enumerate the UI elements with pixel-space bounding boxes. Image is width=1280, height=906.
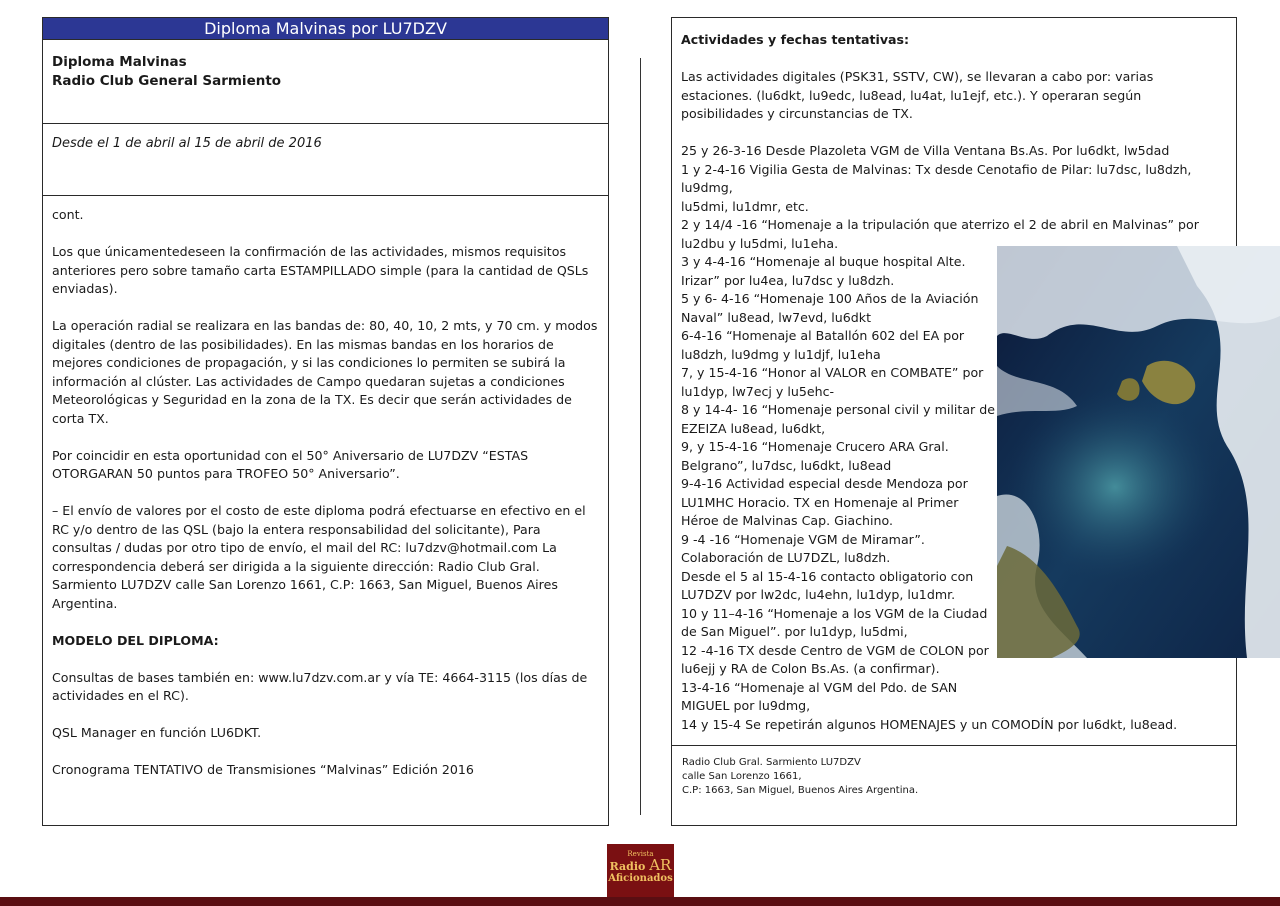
bottom-bar (0, 897, 1280, 906)
activity-line: de San Miguel”. por lu1dyp, lu5dmi, (681, 624, 908, 639)
activity-line: EZEIZA lu8ead, lu6dkt, (681, 420, 826, 436)
activity-line: 1 y 2-4-16 Vigilia Gesta de Malvinas: Tx desde Cenotafio de Pilar: lu7dsc, lu8dzh, lu9dmg, (681, 161, 1192, 195)
activity-line: 9-4-16 Actividad especial desde Mendoza por (681, 476, 968, 491)
activities-intro: Las actividades digitales (PSK31, SSTV, CW), se llevaran a cabo por: varias estaciones. (lu6dkt, lu9edc, lu8ead, lu4at, lu1ejf, etc.). Y operaran según posibilidades y circunstancias de TX. (681, 69, 1154, 121)
activity-line: LU7DZV por lw2dc, lu4ehn, lu1dyp, lu1dmr. (681, 587, 956, 602)
footer-line-3: C.P: 1663, San Miguel, Buenos Aires Argentina. (682, 785, 919, 796)
inquiries-paragraph: Consultas de bases también en: www.lu7dzv.com.ar y vía TE: 4664-3115 (los días de actividades en el RC). (52, 669, 588, 703)
payment-paragraph: – El envío de valores por el costo de este diploma podrá efectuarse en efectivo en el RC y/o dentro de las QSL (bajo la entera responsabilidad del solicitante), Para consultas / dudas por otro tipo de envío, el mail del RC: lu7dzv@hotmail.com La correspondencia deberá ser dirigida a la siguiente dirección: Radio Club Gral. Sarmiento LU7DZV calle San Lorenzo 1661, C.P: 1663, San Miguel, Buenos Aires Argentina. (52, 503, 586, 611)
activity-line: 5 y 6- 4-16 “Homenaje 100 Años de la Aviación (681, 291, 979, 306)
qsl-manager-paragraph: QSL Manager en función LU6DKT. (52, 725, 262, 740)
activity-line: 2 y 14/4 -16 “Homenaje a la tripulación que aterrizo el 2 de abril en Malvinas” por (681, 217, 1199, 232)
activity-line: 25 y 26-3-16 Desde Plazoleta VGM de Villa Ventana Bs.As. Por lu6dkt, lw5dad (681, 143, 1170, 158)
title-line-1: Diploma Malvinas (52, 54, 187, 70)
body-section (43, 196, 608, 780)
activity-line: lu2dbu y lu5dmi, lu1eha. (681, 235, 839, 251)
activity-line: LU1MHC Horacio. TX en Homenaje al Primer (681, 494, 959, 510)
dates-section (43, 124, 608, 196)
activity-line: Belgrano”, lu7dsc, lu6dkt, lu8ead (681, 457, 892, 473)
activities-heading: Actividades y fechas tentativas: (681, 32, 910, 47)
panel-header: Diploma Malvinas por LU7DZV (43, 18, 608, 40)
left-panel (42, 17, 609, 826)
activity-line: 6-4-16 “Homenaje al Batallón 602 del EA por (681, 328, 965, 343)
activity-line: 14 y 15-4 Se repetirán algunos HOMENAJES y un COMODÍN por lu6dkt, lu8ead. (681, 716, 1178, 732)
activity-line: Irizar” por lu4ea, lu7dsc y lu8dzh. (681, 272, 895, 288)
operation-paragraph: La operación radial se realizara en las bandas de: 80, 40, 10, 2 mts, y 70 cm. y modos digitales (dentro de las posibilidades). En las mismas bandas en los horarios de mejores condiciones de propagación, y si las condiciones lo permiten se subirá la información al clúster. Las actividades de Campo quedaran sujetas a condiciones Meteorológicas y Seguridad en la zona de la TX. Es decir que serán actividades de corta TX. (52, 318, 598, 426)
logo-ar: AR (649, 856, 672, 874)
date-range: Desde el 1 de abril al 15 de abril de 2016 (52, 136, 322, 151)
title-section (43, 40, 608, 124)
logo-radio: Radio (609, 860, 646, 873)
confirmation-paragraph: Los que únicamentedeseen la confirmación de las actividades, mismos requisitos anteriores pero sobre tamaño carta ESTAMPILLADO simple (para la cantidad de QSLs enviadas). (52, 244, 589, 296)
activity-line: lu8dzh, lu9dmg y lu1djf, lu1eha (681, 346, 881, 362)
activity-line: Colaboración de LU7DZL, lu8dzh. (681, 550, 891, 565)
activity-line: MIGUEL por lu9dmg, (681, 698, 811, 713)
activity-line: 9 -4 -16 “Homenaje VGM de Miramar”. (681, 531, 925, 547)
footer-line-2: calle San Lorenzo 1661, (682, 771, 802, 782)
schedule-paragraph: Cronograma TENTATIVO de Transmisiones “Malvinas” Edición 2016 (52, 762, 474, 777)
logo-aficionados: Aficionados (608, 873, 673, 884)
cont-label: cont. (52, 207, 84, 222)
activity-line: 10 y 11–4-16 “Homenaje a los VGM de la Ciudad (681, 605, 988, 621)
address-footer (672, 745, 1236, 825)
activity-line: lu6ejj y RA de Colon Bs.As. (a confirmar). (681, 661, 940, 676)
title-line-2: Radio Club General Sarmiento (52, 73, 282, 89)
activity-line: lu1dyp, lw7ecj y lu5ehc- (681, 383, 835, 399)
activity-line: Desde el 5 al 15-4-16 contacto obligatorio con (681, 568, 974, 584)
model-heading: MODELO DEL DIPLOMA: (52, 632, 219, 648)
satellite-image-drawing (997, 246, 1280, 658)
logo-revista: Revista (627, 850, 654, 858)
activity-line: lu5dmi, lu1dmr, etc. (681, 198, 809, 214)
activity-line: 3 y 4-4-16 “Homenaje al buque hospital Alte. (681, 254, 966, 269)
activity-line: 9, y 15-4-16 “Homenaje Crucero ARA Gral. (681, 439, 949, 454)
logo-radio-line (607, 856, 674, 874)
activity-line: 7, y 15-4-16 “Honor al VALOR en COMBATE” por (681, 365, 984, 380)
activity-line: 12 -4-16 TX desde Centro de VGM de COLON por (681, 642, 989, 658)
magazine-logo (607, 844, 674, 901)
footer-line-1: Radio Club Gral. Sarmiento LU7DZV (682, 757, 861, 768)
anniversary-paragraph: Por coincidir en esta oportunidad con el 50° Aniversario de LU7DZV “ESTAS OTORGARAN 50 puntos para TROFEO 50° Aniversario”. (52, 447, 529, 481)
activity-line: Héroe de Malvinas Cap. Giachino. (681, 513, 893, 528)
activity-line: 8 y 14-4- 16 “Homenaje personal civil y militar de (681, 402, 995, 417)
activity-line: Naval” lu8ead, lw7evd, lu6dkt (681, 309, 872, 325)
malvinas-satellite-image (997, 246, 1280, 658)
center-divider (640, 58, 641, 815)
activity-line: 13-4-16 “Homenaje al VGM del Pdo. de SAN (681, 679, 958, 695)
